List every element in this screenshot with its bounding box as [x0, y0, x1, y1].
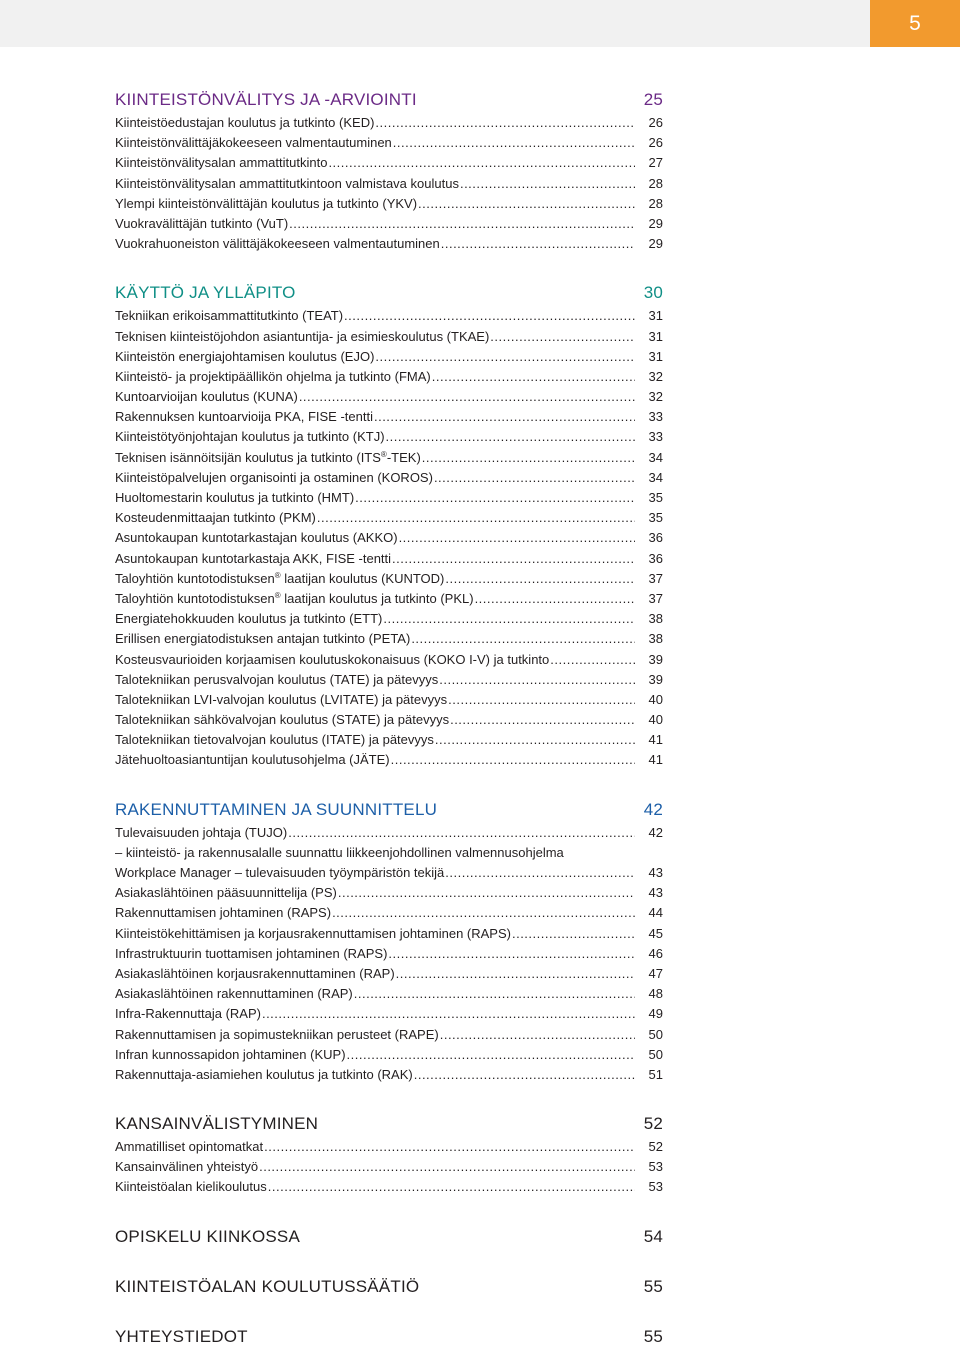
dot-leader: [375, 347, 635, 367]
toc-entry[interactable]: [115, 883, 663, 903]
dot-leader: [393, 133, 635, 153]
entry-text: Kiinteistöpalvelujen organisointi ja ostaminen (KOROS): [115, 469, 433, 485]
entry-title: [115, 964, 395, 984]
entry-page: 44: [648, 905, 663, 921]
entry-page: 29: [648, 236, 663, 252]
entry-title: [115, 528, 398, 548]
entry-title: [115, 984, 353, 1004]
entry-text: Vuokravälittäjän tutkinto (VuT): [115, 215, 289, 231]
entry-text: Rakennuttamisen johtaminen (RAPS): [115, 905, 332, 921]
toc-entry[interactable]: [115, 113, 663, 133]
toc-section: [115, 1111, 663, 1198]
entry-title: [115, 1004, 261, 1024]
entry-text: Asiakaslähtöinen korjausrakennuttaminen (RAP): [115, 965, 395, 981]
dot-leader: [317, 508, 635, 528]
entry-page: 38: [648, 631, 663, 647]
dot-leader: [399, 528, 635, 548]
toc-entry[interactable]: [115, 569, 663, 589]
entry-page: 34: [648, 449, 663, 465]
entry-title: [115, 549, 391, 569]
entry-text: Kiinteistökehittämisen ja korjausrakennuttamisen johtaminen (RAPS): [115, 925, 511, 941]
dot-leader: [374, 407, 635, 427]
dot-leader: [388, 944, 635, 964]
entry-title: [115, 609, 382, 629]
entry-text: Infra-Rakennuttaja (RAP): [115, 1006, 261, 1022]
dot-leader: [432, 367, 635, 387]
entry-text: Ylempi kiinteistönvälittäjän koulutus ja tutkinto (YKV): [115, 195, 418, 211]
entry-text: Erillisen energiatodistuksen antajan tutkinto (PETA): [115, 631, 411, 647]
entry-text-after: laatijan koulutus ja tutkinto (PKL): [280, 590, 474, 606]
dot-leader: [475, 589, 635, 609]
entry-page: 37: [648, 590, 663, 606]
dot-leader: [445, 863, 635, 883]
entry-title: [115, 730, 434, 750]
dot-leader: [512, 924, 635, 944]
dot-leader: [344, 306, 635, 326]
entry-page: 45: [648, 925, 663, 941]
dot-leader: [435, 730, 635, 750]
section-title: KIINTEISTÖALAN KOULUTUSSÄÄTIÖ: [115, 1276, 420, 1296]
toc-entry[interactable]: [115, 1177, 663, 1197]
dot-leader: [439, 670, 635, 690]
entry-title: [115, 174, 459, 194]
entry-text: Asuntokaupan kuntotarkastajan koulutus (AKKO): [115, 530, 398, 546]
toc-entry[interactable]: [115, 1065, 663, 1085]
entry-title: [115, 468, 433, 488]
entry-page: 32: [648, 368, 663, 384]
toc-entry[interactable]: [115, 650, 663, 670]
entry-text: Kiinteistö- ja projektipäällikön ohjelma ja tutkinto (FMA): [115, 368, 431, 384]
entry-title: [115, 214, 288, 234]
toc-entry[interactable]: [115, 174, 663, 194]
entry-page: 51: [648, 1066, 663, 1082]
entry-title: [115, 367, 431, 387]
toc-entry[interactable]: [115, 387, 663, 407]
toc-section: [115, 1324, 663, 1350]
entry-title: [115, 863, 444, 883]
toc-entry[interactable]: [115, 306, 663, 326]
toc-entry[interactable]: [115, 347, 663, 367]
entry-text: Kuntoarvioijan koulutus (KUNA): [115, 389, 298, 405]
entry-page: 36: [648, 530, 663, 546]
entry-text: Kosteusvaurioiden korjaamisen koulutuskokonaisuus (KOKO I-V) ja tutkinto: [115, 651, 550, 667]
section-title: KÄYTTÖ JA YLLÄPITO: [115, 283, 296, 303]
toc-entry[interactable]: [115, 1137, 663, 1157]
dot-leader: [354, 984, 635, 1004]
dot-leader: [332, 903, 635, 923]
toc-entry[interactable]: [115, 1157, 663, 1177]
entry-page: 36: [648, 550, 663, 566]
entry-page: 50: [648, 1046, 663, 1062]
entry-title: [115, 306, 343, 326]
entry-text: Rakennuttaja-asiamiehen koulutus ja tutkinto (RAK): [115, 1066, 413, 1082]
toc-section: [115, 797, 663, 1085]
entry-page: 53: [648, 1159, 663, 1175]
entry-page: 47: [648, 965, 663, 981]
entry-title: [115, 448, 421, 468]
entry-page: 43: [648, 865, 663, 880]
entry-page: 38: [648, 611, 663, 627]
entry-text: Talotekniikan sähkövalvojan koulutus (STATE) ja pätevyys: [115, 712, 450, 728]
toc-entry[interactable]: [115, 730, 663, 750]
entry-title: [115, 194, 417, 214]
toc-entry[interactable]: [115, 823, 663, 843]
entry-text: Jätehuoltoasiantuntijan koulutusohjelma (JÄTE): [115, 752, 390, 768]
entry-title: [115, 1065, 413, 1085]
dot-leader: [434, 468, 635, 488]
entry-text: Talotekniikan tietovalvojan koulutus (ITATE) ja pätevyys: [115, 732, 434, 748]
entry-page: 35: [648, 510, 663, 526]
entry-page: 46: [648, 945, 663, 961]
entry-text: Kosteudenmittaajan tutkinto (PKM): [115, 510, 316, 526]
top-header-bar: [0, 0, 870, 47]
section-page: 54: [643, 1226, 663, 1246]
entry-text: Kiinteistön energiajohtamisen koulutus (EJO): [115, 348, 375, 364]
entry-title: [115, 347, 374, 367]
dot-leader: [411, 629, 635, 649]
toc-entry[interactable]: [115, 194, 663, 214]
section-page: 25: [643, 90, 663, 109]
entry-text: Kansainvälinen yhteistyö: [115, 1159, 259, 1175]
dot-leader: [268, 1177, 635, 1197]
dot-leader: [299, 387, 635, 407]
section-title: RAKENNUTTAMINEN JA SUUNNITTELU: [115, 799, 438, 819]
entry-page: 42: [648, 824, 663, 840]
toc-entry[interactable]: [115, 1004, 663, 1024]
toc-entry[interactable]: [115, 903, 663, 923]
entry-text: Ammatilliset opintomatkat: [115, 1139, 264, 1155]
entry-title: [115, 650, 549, 670]
toc-entry[interactable]: [115, 924, 663, 944]
entry-page: 34: [648, 469, 663, 485]
dot-leader: [264, 1137, 635, 1157]
toc-section: [115, 1274, 663, 1300]
entry-page: 41: [648, 732, 663, 748]
entry-title: [115, 508, 316, 528]
entry-text: Kiinteistöalan kielikoulutus: [115, 1179, 267, 1195]
section-heading[interactable]: [115, 87, 663, 113]
section-heading[interactable]: [115, 797, 663, 823]
registered-mark: ®: [380, 449, 387, 459]
entry-title: [115, 327, 489, 347]
entry-title: [115, 1177, 267, 1197]
entry-page: 33: [648, 429, 663, 445]
entry-page: 49: [648, 1006, 663, 1022]
dot-leader: [422, 448, 635, 468]
entry-title: [115, 670, 438, 690]
toc-entry[interactable]: [115, 468, 663, 488]
toc-entry[interactable]: [115, 448, 663, 468]
table-of-contents: [115, 87, 663, 1350]
entry-page: 37: [648, 570, 663, 586]
entry-text: Asiakaslähtöinen rakennuttaminen (RAP): [115, 986, 353, 1002]
entry-text: Asuntokaupan kuntotarkastaja AKK, FISE -tentti: [115, 550, 392, 566]
dot-leader: [259, 1157, 635, 1177]
dot-leader: [396, 964, 635, 984]
entry-text: Kiinteistötyönjohtajan koulutus ja tutkinto (KTJ): [115, 429, 385, 445]
section-page: 55: [643, 1276, 663, 1296]
toc-entry[interactable]: [115, 1045, 663, 1065]
section-heading[interactable]: [115, 1224, 663, 1250]
toc-entry[interactable]: [115, 629, 663, 649]
entry-title: [115, 690, 447, 710]
entry-page: 39: [648, 671, 663, 687]
section-heading[interactable]: [115, 1324, 663, 1350]
section-heading[interactable]: [115, 1274, 663, 1300]
dot-leader: [441, 234, 635, 254]
entry-text: Huoltomestarin koulutus ja tutkinto (HMT): [115, 490, 355, 505]
entry-title: [115, 1137, 263, 1157]
entry-title: [115, 153, 327, 173]
toc-entry[interactable]: [115, 710, 663, 730]
toc-entry[interactable]: [115, 488, 663, 508]
entry-text: Talotekniikan LVI-valvojan koulutus (LVITATE) ja pätevyys: [115, 691, 448, 707]
entry-title: [115, 1025, 439, 1045]
toc-entry[interactable]: [115, 964, 663, 984]
entry-title: [115, 113, 374, 133]
entry-page: 40: [648, 691, 663, 707]
dot-leader: [391, 750, 635, 770]
entry-page: 35: [648, 490, 663, 505]
entry-title: [115, 133, 392, 153]
entry-title: [115, 1045, 346, 1065]
section-heading[interactable]: [115, 280, 663, 306]
entry-title: [115, 944, 387, 964]
entry-text: Kiinteistöedustajan koulutus ja tutkinto (KED): [115, 115, 375, 130]
toc-entry[interactable]: [115, 528, 663, 548]
entry-page: 29: [648, 215, 663, 231]
entry-text-after: -TEK): [386, 449, 421, 465]
section-title: YHTEYSTIEDOT: [115, 1326, 248, 1346]
entry-text: Talotekniikan perusvalvojan koulutus (TATE) ja pätevyys: [115, 671, 439, 687]
dot-leader: [450, 710, 635, 730]
dot-leader: [338, 883, 635, 903]
section-title: KANSAINVÄLISTYMINEN: [115, 1114, 319, 1134]
entry-text: Kiinteistönvälitysalan ammattitutkintoon valmistava koulutus: [115, 175, 459, 191]
entry-page: 50: [648, 1026, 663, 1042]
entry-page: 52: [648, 1139, 663, 1155]
entry-title: [115, 488, 354, 508]
dot-leader: [445, 569, 635, 589]
entry-page: 28: [648, 195, 663, 211]
toc-entry[interactable]: [115, 1025, 663, 1045]
entry-title: [115, 387, 298, 407]
dot-leader: [289, 214, 635, 234]
entry-text: Infran kunnossapidon johtaminen (KUP): [115, 1046, 346, 1062]
entry-text: Workplace Manager – tulevaisuuden työympäristön tekijä: [115, 865, 445, 880]
entry-text: Rakennuttamisen ja sopimustekniikan perusteet (RAPE): [115, 1026, 439, 1042]
entry-text: Taloyhtiön kuntotodistuksen: [115, 570, 275, 586]
toc-entry[interactable]: [115, 508, 663, 528]
section-page: 52: [643, 1114, 663, 1134]
entry-text: Infrastruktuurin tuottamisen johtaminen (RAPS): [115, 945, 388, 961]
entry-text: Vuokrahuoneiston välittäjäkokeeseen valmentautuminen: [115, 236, 440, 252]
entry-page: 32: [648, 389, 663, 405]
toc-section: [115, 1224, 663, 1250]
toc-section: [115, 87, 663, 254]
entry-title: [115, 843, 564, 863]
dot-leader: [347, 1045, 635, 1065]
entry-title: [115, 823, 287, 843]
entry-text: Tulevaisuuden johtaja (TUJO): [115, 824, 288, 840]
entry-text: Kiinteistönvälittäjäkokeeseen valmentautuminen: [115, 135, 392, 151]
entry-page: 48: [648, 986, 663, 1002]
entry-text: Teknisen kiinteistöjohdon asiantuntija- ja esimieskoulutus (TKAE): [115, 328, 490, 344]
page-number-box: [870, 0, 960, 47]
toc-entry[interactable]: [115, 944, 663, 964]
entry-title: [115, 710, 449, 730]
dot-leader: [375, 113, 635, 133]
entry-text: Asiakaslähtöinen pääsuunnittelija (PS): [115, 885, 337, 901]
entry-title: [115, 629, 410, 649]
toc-entry[interactable]: [115, 153, 663, 173]
entry-title: [115, 750, 390, 770]
toc-entry[interactable]: [115, 214, 663, 234]
toc-entry[interactable]: [115, 327, 663, 347]
dot-leader: [414, 1065, 635, 1085]
dot-leader: [383, 609, 635, 629]
dot-leader: [355, 488, 635, 508]
entry-text: Kiinteistönvälitysalan ammattitutkinto: [115, 155, 328, 171]
dot-leader: [418, 194, 635, 214]
entry-text-after: laatijan koulutus (KUNTOD): [280, 570, 445, 586]
entry-page: 26: [648, 115, 663, 130]
entry-page: 31: [648, 328, 663, 344]
section-page: 55: [643, 1326, 663, 1346]
toc-entry[interactable]: [115, 234, 663, 254]
entry-text: – kiinteistö- ja rakennusalalle suunnattu liikkeenjohdollinen valmennusohjelma: [115, 844, 564, 860]
entry-title: [115, 924, 511, 944]
entry-page: 39: [648, 651, 663, 667]
entry-page: 28: [648, 175, 663, 191]
entry-title: [115, 903, 331, 923]
entry-text: Tekniikan erikoisammattitutkinto (TEAT): [115, 308, 344, 324]
entry-title: [115, 234, 440, 254]
toc-entry[interactable]: [115, 367, 663, 387]
toc-entry[interactable]: [115, 609, 663, 629]
entry-page: 41: [648, 752, 663, 768]
toc-entry[interactable]: [115, 670, 663, 690]
entry-page: 26: [648, 135, 663, 151]
entry-text: Rakennuksen kuntoarvioija PKA, FISE -tentti: [115, 409, 373, 425]
section-title: KIINTEISTÖNVÄLITYS JA -ARVIOINTI: [115, 90, 417, 109]
entry-title: [115, 883, 337, 903]
toc-entry[interactable]: [115, 407, 663, 427]
entry-page: 53: [648, 1179, 663, 1195]
entry-text: Taloyhtiön kuntotodistuksen: [115, 590, 275, 606]
toc-entry[interactable]: [115, 750, 663, 770]
entry-page: 43: [648, 885, 663, 901]
entry-text: Teknisen isännöitsijän koulutus ja tutkinto (ITS: [115, 449, 381, 465]
toc-entry[interactable]: [115, 427, 663, 447]
dot-leader: [328, 153, 635, 173]
section-page: 42: [643, 799, 663, 819]
toc-entry[interactable]: [115, 133, 663, 153]
section-heading[interactable]: [115, 1111, 663, 1137]
dot-leader: [460, 174, 635, 194]
dot-leader: [392, 549, 635, 569]
entry-page: 33: [648, 409, 663, 425]
registered-mark: ®: [274, 590, 281, 600]
entry-title: [115, 1157, 258, 1177]
page-number: 5: [909, 11, 921, 35]
toc-entry[interactable]: [115, 690, 663, 710]
toc-entry[interactable]: [115, 589, 663, 609]
dot-leader: [440, 1025, 635, 1045]
entry-title: [115, 427, 385, 447]
toc-entry[interactable]: [115, 863, 663, 883]
entry-title: [115, 569, 444, 589]
toc-section: [115, 280, 663, 770]
entry-title: [115, 407, 373, 427]
entry-title: [115, 589, 474, 609]
section-page: 30: [643, 283, 663, 303]
entry-page: 40: [648, 712, 663, 728]
dot-leader: [448, 690, 635, 710]
dot-leader: [490, 327, 635, 347]
entry-page: 31: [648, 308, 663, 324]
toc-entry[interactable]: [115, 984, 663, 1004]
dot-leader: [262, 1004, 635, 1024]
dot-leader: [386, 427, 635, 447]
section-title: OPISKELU KIINKOSSA: [115, 1226, 300, 1246]
entry-text: Energiatehokkuuden koulutus ja tutkinto (ETT): [115, 611, 383, 627]
toc-entry[interactable]: [115, 549, 663, 569]
dot-leader: [550, 650, 635, 670]
toc-entry[interactable]: [115, 843, 663, 863]
entry-page: 31: [648, 348, 663, 364]
entry-page: 27: [648, 155, 663, 171]
registered-mark: ®: [274, 570, 281, 580]
dot-leader: [288, 823, 635, 843]
